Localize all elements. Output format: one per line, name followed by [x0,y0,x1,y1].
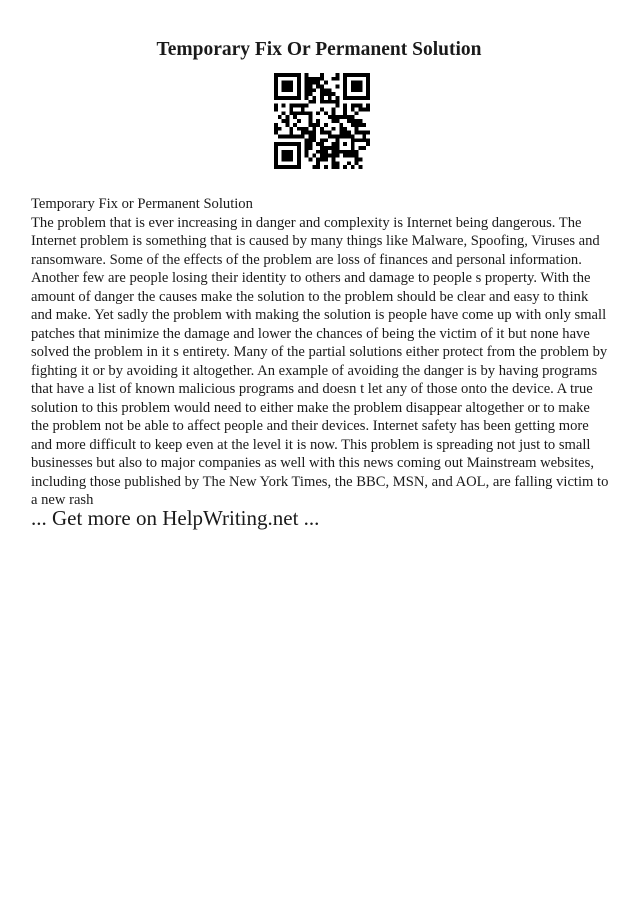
qr-code-graphic [274,73,370,169]
essay-body: The problem that is ever increasing in danger and complexity is Internet being dangerous. The Internet problem is something that is caused by many things like Malware, Spoofing, Viruses and ransomware. Some of the effects of the problem are loss of finances and personal information. Another few are people losing their identity to others and damage to people s property. With the amount of danger the causes make the solution to the problem should be clear and easy to think and make. Yet sadly the problem with making the solution is people have come up with only small patches that minimize the damage and lower the chances of being the victim of it but none have solved the problem in it s entirety. Many of the partial solutions either protect from the problem by fighting it or by avoiding it altogether. An example of avoiding the danger is by having programs that have a list of known malicious programs and doesn t let any of those onto the device. A true solution to this problem would need to either make the problem disappear altogether or to make the problem not be able to affect people and their devices. Internet safety has been getting more and more difficult to keep even at the level it is now. This problem is spreading not just to small businesses but also to major companies as well with this news coming out Mainstream websites, including those published by The New York Times, the BBC, MSN, and AOL, are falling victim to a new rash [31,214,609,508]
page-title: Temporary Fix Or Permanent Solution [156,39,482,60]
qr-code-icon [274,73,370,169]
essay-excerpt [31,195,611,510]
essay-subtitle: Temporary Fix or Permanent Solution [31,196,253,212]
get-more-link[interactable]: ... Get more on HelpWriting.net ... [31,506,320,530]
